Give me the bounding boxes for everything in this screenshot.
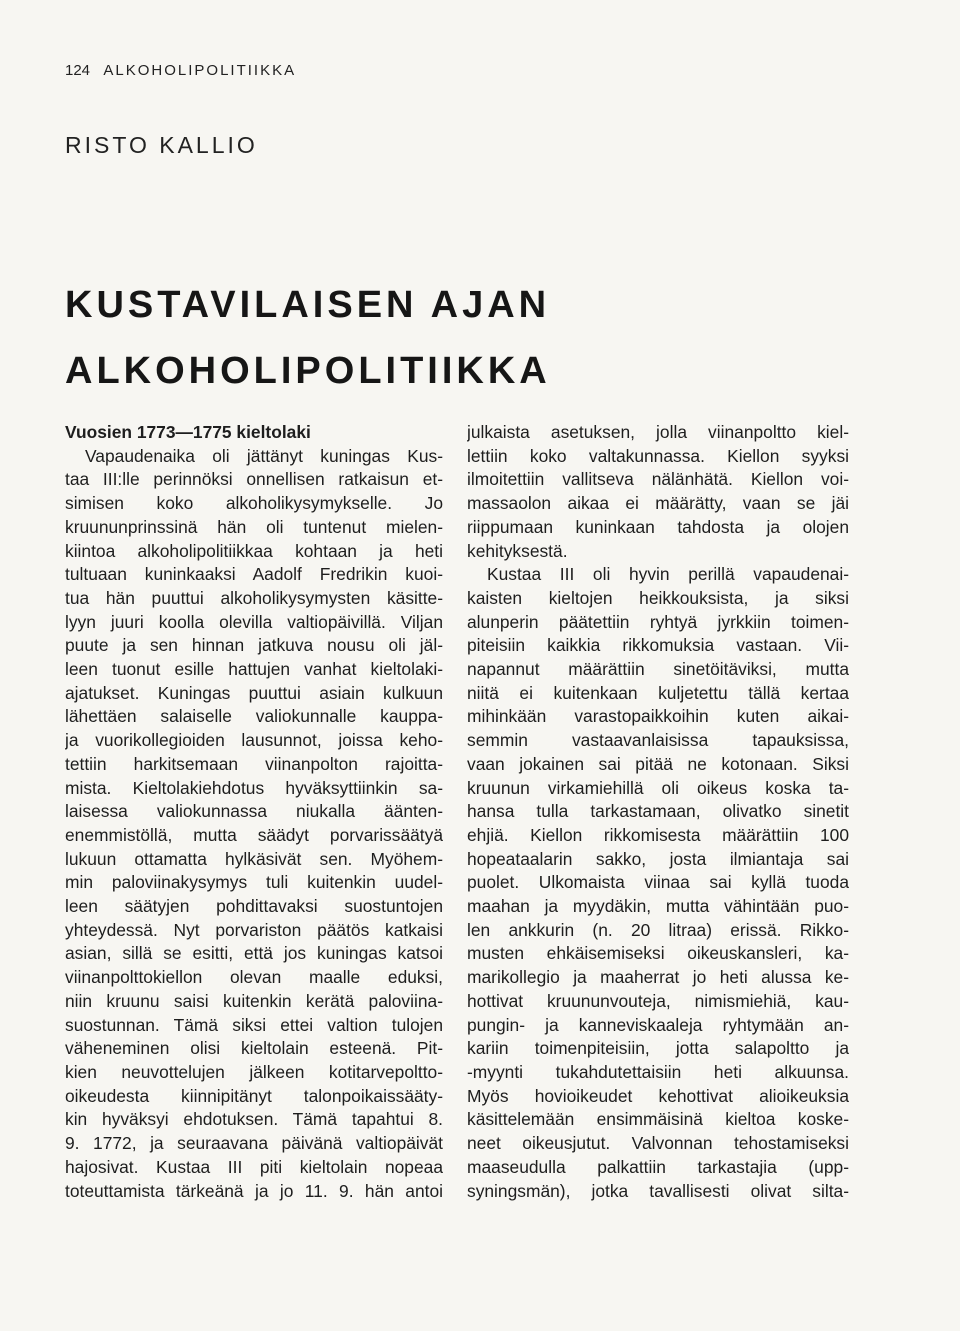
right-column (467, 421, 849, 1203)
text-line: -myynti tukahdutettaisiin heti alkuunsa. (467, 1061, 849, 1082)
text-line: suostunnan. Tämä siksi ettei valtion tulojen (65, 1014, 443, 1035)
text-line: asian, sillä se esitti, että jos kuningas katsoi (65, 943, 443, 964)
text-line: kruununprinssinä hän oli tuntenut mielen- (65, 516, 443, 537)
text-line: pungin- ja kanneviskaaleja ryhtymään an- (467, 1014, 849, 1035)
text-line: Vapaudenaika oli jättänyt kuningas Kus- (85, 445, 443, 466)
title-line: ALKOHOLIPOLITIIKKA (65, 350, 551, 392)
text-line: syningsmän), jotka tavallisesti olivat silta- (467, 1180, 849, 1201)
text-line: puolet. Ulkomaista viinaa sai kyllä tuoda (467, 872, 849, 893)
text-line: kin hyväksyi ehdotuksen. Tämä tapahtui 8. (65, 1109, 443, 1130)
text-line: tua hän puuttui alkoholikysymysten käsitte- (65, 587, 443, 608)
text-line: ehjiä. Kiellon rikkomisesta määrättiin 100 (467, 824, 849, 845)
text-line: kehityksestä. (467, 540, 568, 561)
text-line: ilmoitettiin vallitseva nälänhätä. Kiellon voi- (467, 469, 849, 490)
text-line: mista. Kieltolakiehdotus hyväksyttiinkin sa- (65, 777, 443, 798)
text-line: laisessa valiokunnassa niukalla äänten- (65, 801, 443, 822)
text-line: massaolon aikaa ei määrätty, vaan se jäi (467, 493, 849, 514)
text-line: tultuaan kuninkaaksi Aadolf Fredrikin kuoi- (65, 564, 443, 585)
text-line: viinanpolttokiellon olevan maalle eduksi, (65, 967, 443, 988)
text-line: toteuttamista tärkeänä ja jo 11. 9. hän antoi (65, 1180, 443, 1201)
text-line: enemmistöllä, mutta säädyt porvarissäätyä (65, 824, 443, 845)
text-line: käsittelemään ensimmäisinä kieltoa koske- (467, 1109, 849, 1130)
text-line: puute ja sen hinnan jatkuva nousu oli jäl- (65, 635, 443, 656)
text-line: kiintoa alkoholipolitiikkaa kohtaan ja heti (65, 540, 443, 561)
text-line: len ankkurin (n. 20 litraa) erissä. Rikko- (467, 919, 849, 940)
text-line: lettiin koko valtakunnassa. Kiellon syyksi (467, 445, 849, 466)
text-line: väheneminen olisi kieltolain esteenä. Pit- (65, 1038, 443, 1059)
title-line: KUSTAVILAISEN AJAN (65, 284, 551, 326)
text-line: hansa tulla tarkastamaan, olivatko sinetit (467, 801, 849, 822)
text-line: neet oikeusjutut. Valvonnan tehostamiseksi (467, 1133, 849, 1154)
text-line: yhteydessä. Nyt porvariston päätös katkaisi (65, 919, 443, 940)
text-line: musten ehkäisemiseksi oikeuskansleri, ka- (467, 943, 849, 964)
article-title (65, 272, 551, 404)
text-line: min paloviinakysymys tuli kuitenkin uudel- (65, 872, 443, 893)
text-line: kien neuvottelujen jälkeen kotitarvepoltto- (65, 1061, 443, 1082)
text-line: simisen koko alkoholikysymykselle. Jo (65, 493, 443, 514)
text-line: piteisiin kaikkia rikkomuksia vastaan. Vii- (467, 635, 849, 656)
text-line: napannut määrättiin sinetöitäviksi, mutta (467, 659, 849, 680)
text-line: hajosivat. Kustaa III piti kieltolain nopeaa (65, 1156, 443, 1177)
text-line: niin kruunu saisi kuitenkin kerätä paloviina- (65, 990, 443, 1011)
text-line: riippumaan kuninkaan tahdosta ja olojen (467, 516, 849, 537)
text-line: vaan jokainen sai pitää ne kotonaan. Siksi (467, 753, 849, 774)
text-line: oikeudesta kiinnipitänyt talonpoikaissääty- (65, 1085, 443, 1106)
text-line: marikollegio ja maaherrat jo heti alussa ke- (467, 967, 849, 988)
text-line: hopeataalarin sakko, josta ilmiantaja sai (467, 848, 849, 869)
text-line: niitä ei kuitenkaan kuljetettu tällä kertaa (467, 682, 849, 703)
article-author: RISTO KALLIO (65, 132, 258, 158)
section-heading: Vuosien 1773—1775 kieltolaki (65, 422, 311, 442)
text-line: maaseudulla palkattiin tarkastajia (upp- (467, 1156, 849, 1177)
left-column (65, 421, 443, 1203)
text-line: lähettäen salaiselle valiokunnalle kauppa- (65, 706, 443, 727)
text-line: kaisten kieltojen heikkouksista, ja siksi (467, 587, 849, 608)
text-line: tettiin harkitsemaan viinanpolton rajoitta- (65, 753, 443, 774)
text-line: taa III:lle perinnöksi onnellisen ratkaisun et- (65, 469, 443, 490)
text-line: lukuun ottamatta hylkäsivät sen. Myöhem- (65, 848, 443, 869)
text-line: Myös hovioikeudet kehottivat alioikeuksia (467, 1085, 849, 1106)
running-header (65, 62, 296, 79)
text-line: kariin toimenpiteisiin, jotta salapoltto ja (467, 1038, 849, 1059)
text-line: 9. 1772, ja seuraavana päivänä valtiopäivät (65, 1133, 443, 1154)
text-line: hottivat kruununvouteja, nimismiehiä, kau- (467, 990, 849, 1011)
text-line: ja vuorikollegioiden lausunnot, joissa keho- (65, 730, 443, 751)
text-line: maahan ja myydäkin, mutta vähintään puo- (467, 896, 849, 917)
page-number: 124 (65, 62, 91, 79)
text-line: kruunun virkamiehillä oli oikeus koska ta- (467, 777, 849, 798)
text-line: ajatukset. Kuningas puuttui asiain kulkuun (65, 682, 443, 703)
text-line: leen säätyjen pohdittavaksi suostuntojen (65, 896, 443, 917)
running-title: ALKOHOLIPOLITIIKKA (103, 62, 297, 79)
text-line: julkaista asetuksen, jolla viinanpoltto kiel- (467, 422, 849, 442)
text-line: mihinkään varastopaikkoihin kuten aikai- (467, 706, 849, 727)
text-line: alunperin päätettiin ryhtyä jyrkkiin toimen- (467, 611, 849, 632)
text-line: Kustaa III oli hyvin perillä vapaudenai- (487, 564, 849, 585)
text-line: lyyn juuri koolla olevilla valtiopäivillä. Viljan (65, 611, 443, 632)
text-line: leen tuonut esille hattujen vanhat kieltolaki- (65, 659, 443, 680)
text-line: semmin vastaavanlaisissa tapauksissa, (467, 730, 849, 751)
